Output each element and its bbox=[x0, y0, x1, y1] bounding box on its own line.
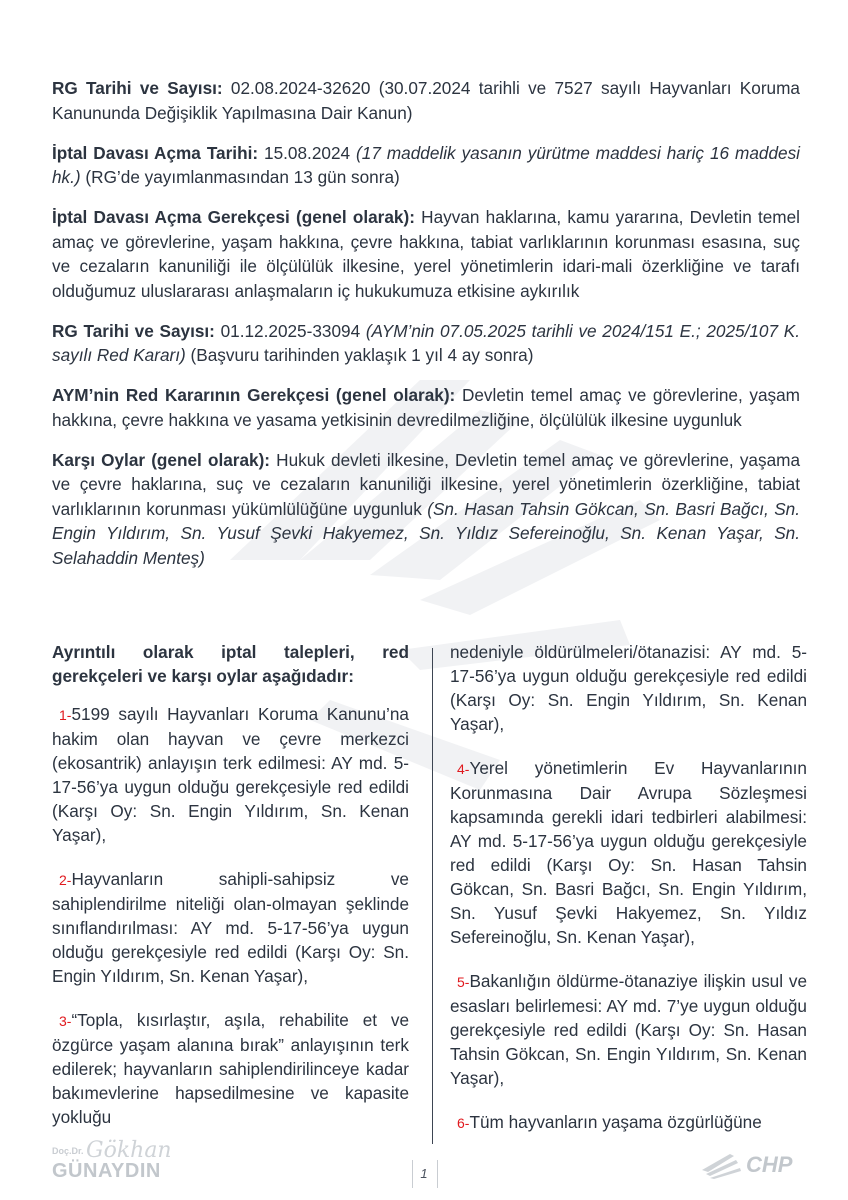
detail-item-text: Bakanlığın öldürme-ötanaziye ilişkin usul ve esasları belirlemesi: AY md. 7’ye uygun olduğu gerekçesiyle red edildi (Karşı Oy: Sn. Hasan Tahsin Gökcan, Sn. Engin Yıldırım, Sn. Kenan Yaşar), bbox=[450, 971, 807, 1088]
rejection-reason-text: Devletin temel amaç ve görevlerine, yaşam hakkına, çevre hakkına ve yasama yetkisinin devredilmezliğine, ölçülülük ilkesine uygunluk bbox=[52, 385, 801, 430]
detail-item-6 bbox=[450, 1110, 807, 1135]
rg-date-label: RG Tarihi ve Sayısı: bbox=[52, 78, 223, 98]
column-divider bbox=[432, 648, 433, 1144]
detail-item-number: 3- bbox=[59, 1013, 72, 1029]
rg-decision-text: 01.12.2025-33094 bbox=[214, 320, 366, 341]
rejection-reason-label: AYM’nin Red Kararının Gerekçesi (genel olarak): bbox=[52, 385, 456, 405]
author-logo-signature: Gökhan bbox=[86, 1138, 172, 1163]
detail-item-1 bbox=[52, 702, 409, 847]
lawsuit-date-after: (RG’de yayımlanmasından 13 gün sonra) bbox=[80, 167, 400, 187]
lawsuit-date-label: İptal Davası Açma Tarihi: bbox=[52, 142, 259, 163]
rg-decision-label: RG Tarihi ve Sayısı: bbox=[52, 320, 215, 341]
detail-item-text: Tüm hayvanların yaşama özgürlüğüne bbox=[469, 1112, 762, 1132]
lawsuit-reason-text: Hayvan haklarına, kamu yararına, Devletin temel amaç ve görevlerine, yaşam hakkına, çevre hakkına, tabiat varlıklarının korunması esasına, suç ve cezaların kanuniliği ile ölçülülük ilkesine, yerel yönetimlerin idari-mali özerkliğine ve tarafı olduğumuz uluslararası anlaşmaların iç hukukumuza etkisine aykırılık bbox=[52, 207, 801, 301]
author-logo-name: GÜNAYDIN bbox=[52, 1160, 161, 1182]
detail-item-number: 6- bbox=[457, 1115, 470, 1131]
rg-decision-after: (Başvuru tarihinden yaklaşık 1 yıl 4 ay sonra) bbox=[185, 345, 534, 365]
detail-item-5 bbox=[450, 969, 807, 1090]
detail-item-3 bbox=[52, 1008, 409, 1129]
detail-item-text: 5199 sayılı Hayvanları Koruma Kanunu’na hakim olan hayvan ve çevre merkezci (ekosantrik) anlayışın terk edilmesi: AY md. 5-17-56’ya uygun olduğu gerekçesiyle red edildi (Karşı Oy: Sn. Engin Yıldırım, Sn. Kenan Yaşar), bbox=[52, 704, 409, 845]
party-arrows-icon bbox=[700, 1150, 746, 1180]
summary-section bbox=[52, 76, 800, 586]
rg-decision-paragraph bbox=[52, 319, 800, 368]
dissent-paragraph bbox=[52, 448, 800, 571]
details-left-column bbox=[52, 640, 409, 1149]
lawsuit-reason-paragraph bbox=[52, 205, 800, 303]
detail-item-2 bbox=[52, 867, 409, 988]
detail-item-4 bbox=[450, 756, 807, 949]
lawsuit-date-note: (17 maddelik yasanın yürütme maddesi hariç 16 maddesi hk.) bbox=[52, 142, 800, 187]
lawsuit-date-text: 15.08.2024 bbox=[258, 142, 357, 163]
party-logo-text: CHP bbox=[746, 1152, 793, 1177]
detail-item-number: 4- bbox=[457, 761, 470, 777]
dissent-text: Hukuk devleti ilkesine, Devletin temel amaç ve görevlerine, yaşama ve çevre haklarına, suç ve cezaların kanuniliği ilkesine, yerel yönetimlerin özerkliğine, tabiat varlıklarının korunması yükümlülüğüne uygunluk bbox=[52, 449, 800, 519]
dissent-label: Karşı Oylar (genel olarak): bbox=[52, 449, 271, 470]
details-right-column bbox=[450, 640, 807, 1155]
rg-decision-note: (AYM’nin 07.05.2025 tarihli ve 2024/151 E.; 2025/107 K. sayılı Red Kararı) bbox=[52, 320, 800, 365]
detail-item-3-continued: nedeniyle öldürülmeleri/ötanazisi: AY md. 5-17-56’ya uygun olduğu gerekçesiyle red edildi (Karşı Oy: Sn. Engin Yıldırım, Sn. Kenan Yaşar), bbox=[450, 642, 807, 734]
author-logo-title: Doç.Dr. bbox=[52, 1146, 84, 1156]
rg-date-paragraph bbox=[52, 76, 800, 125]
detail-item-number: 1- bbox=[59, 707, 72, 723]
rejection-reason-paragraph bbox=[52, 383, 800, 432]
lawsuit-date-paragraph bbox=[52, 141, 800, 190]
page-number: 1 bbox=[420, 1166, 428, 1181]
detail-item-number: 2- bbox=[59, 872, 72, 888]
detail-item-text: Hayvanların sahipli-sahipsiz ve sahiplendirilme niteliği olan-olmayan şeklinde sınıflandırılması: AY md. 5-17-56’ya uygun olduğu gerekçesiyle red edildi (Karşı Oy: Sn. Engin Yıldırım, Sn. Kenan Yaşar), bbox=[52, 869, 409, 986]
author-logo bbox=[48, 1138, 172, 1188]
dissent-judges: (Sn. Hasan Tahsin Gökcan, Sn. Basri Bağcı, Sn. Engin Yıldırım, Sn. Yusuf Şevki Hakyemez, Sn. Yıldız Sefereinoğlu, Sn. Kenan Yaşar, Sn. Selahaddin Menteş) bbox=[52, 498, 800, 568]
party-logo bbox=[700, 1150, 800, 1184]
lawsuit-reason-label: İptal Davası Açma Gerekçesi (genel olarak): bbox=[52, 207, 415, 227]
details-heading: Ayrıntılı olarak iptal talepleri, red gerekçeleri ve karşı oylar aşağıdadır: bbox=[52, 642, 409, 686]
detail-item-text: “Topla, kısırlaştır, aşıla, rehabilite et ve özgürce yaşam alanına bırak” anlayışının terk edilerek; hayvanların sahiplendirilinceye kadar bakımevlerine hapsedilmesine ve kapasite yokluğu bbox=[52, 1010, 409, 1127]
detail-item-text: Yerel yönetimlerin Ev Hayvanlarının Korunmasına Dair Avrupa Sözleşmesi kapsamında gerekli idari tedbirleri alabilmesi: AY md. 5-17-56’ya uygun olduğu gerekçesiyle red edildi (Karşı Oy: Sn. Hasan Tahsin Gökcan, Sn. Basri Bağcı, Sn. Engin Yıldırım, Sn. Yusuf Şevki Hakyemez, Sn. Yıldız Sefereinoğlu, Sn. Kenan Yaşar), bbox=[450, 758, 807, 947]
rg-date-text: 02.08.2024-32620 (30.07.2024 tarihli ve 7527 sayılı Hayvanları Koruma Kanununda Değişiklik Yapılmasına Dair Kanun) bbox=[52, 78, 800, 123]
detail-item-number: 5- bbox=[457, 974, 470, 990]
